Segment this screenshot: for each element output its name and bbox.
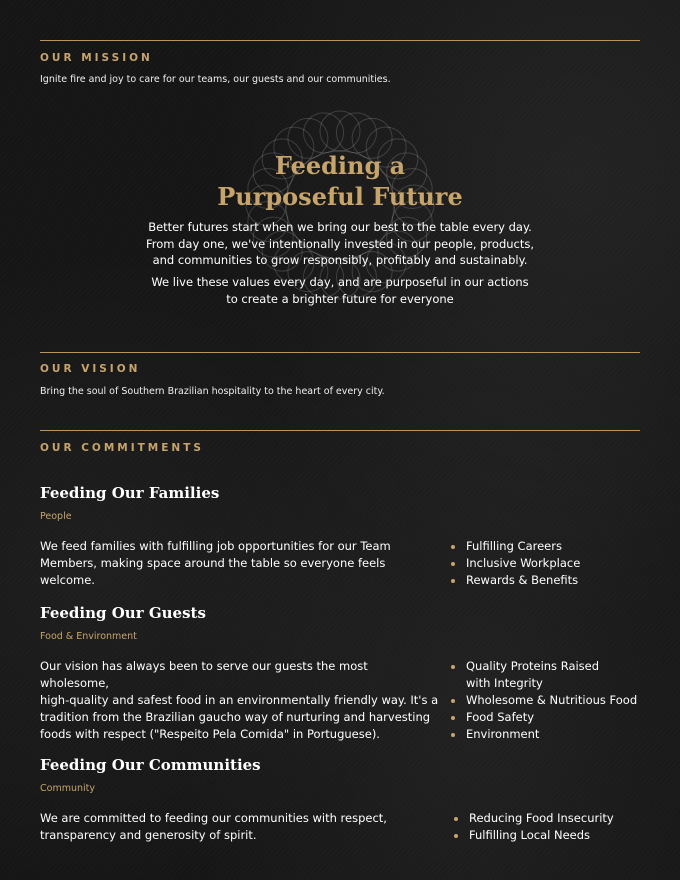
bullet-item [451, 572, 580, 589]
bullet-text: Quality Proteins Raised [466, 659, 600, 673]
mission-divider [40, 40, 640, 41]
bullet-dot-icon [451, 716, 455, 720]
hero-paragraph-1 [0, 219, 680, 269]
commitment-body-communities [40, 810, 440, 844]
body-line: We feed families with fulfilling job opportunities for our Team [40, 539, 391, 553]
bullet-item [454, 810, 614, 827]
bullet-dot-icon [454, 834, 458, 838]
bullet-text-continued: with Integrity [466, 676, 543, 690]
bullet-item [451, 692, 637, 709]
body-line: foods with respect ("Respeito Pela Comida" in Portuguese). [40, 727, 380, 741]
bullet-dot-icon [451, 665, 455, 669]
vision-text: Bring the soul of Southern Brazilian hospitality to the heart of every city. [40, 386, 385, 397]
bullet-dot-icon [451, 699, 455, 703]
bullet-item [451, 709, 637, 726]
bullet-item [454, 827, 614, 844]
commitment-body-families [40, 538, 440, 589]
bullet-dot-icon [451, 545, 455, 549]
hero-paragraph-2 [0, 274, 680, 307]
commitment-title-guests: Feeding Our Guests [40, 604, 206, 622]
body-line: transparency and generosity of spirit. [40, 828, 257, 842]
body-line: Our vision has always been to serve our guests the most wholesome, [40, 659, 368, 690]
hero-title [0, 150, 680, 212]
commitment-subtitle-communities: Community [40, 783, 95, 794]
commitments-label: OUR COMMITMENTS [40, 442, 204, 454]
commitment-title-families: Feeding Our Families [40, 484, 220, 502]
bullet-dot-icon [451, 562, 455, 566]
commitment-subtitle-families: People [40, 511, 72, 522]
bullet-dot-icon [451, 579, 455, 583]
hero-text-line: Better futures start when we bring our best to the table every day. [148, 220, 532, 234]
commitment-body-guests [40, 658, 440, 743]
body-line: Members, making space around the table so everyone feels welcome. [40, 556, 386, 587]
hero-text-line: From day one, we've intentionally invested in our people, products, [145, 236, 535, 251]
bullet-text: Rewards & Benefits [466, 573, 579, 587]
bullet-item [451, 555, 580, 572]
bullet-item [451, 658, 637, 692]
commitment-bullets-communities [454, 810, 614, 844]
mission-label: OUR MISSION [40, 52, 153, 64]
hero-text-line: and communities to grow responsibly, profitably and sustainably. [152, 253, 528, 267]
bullet-text: Food Safety [466, 710, 535, 724]
bullet-text: Fulfilling Careers [466, 539, 562, 553]
vision-label: OUR VISION [40, 363, 141, 375]
bullet-text: Inclusive Workplace [466, 556, 581, 570]
hero-text-line: We live these values every day, and are purposeful in our actions [151, 275, 529, 289]
bullet-item [451, 726, 637, 743]
commitment-bullets-families [451, 538, 580, 589]
commitment-bullets-guests [451, 658, 637, 743]
bullet-text: Wholesome & Nutritious Food [466, 693, 638, 707]
hero-title-line-1: Feeding a [274, 151, 406, 180]
commitments-divider [40, 430, 640, 431]
hero-text-line: to create a brighter future for everyone [226, 291, 454, 306]
body-line: high-quality and safest food in an environmentally friendly way. It's a [40, 693, 439, 707]
commitment-subtitle-guests: Food & Environment [40, 631, 137, 642]
bullet-text: Environment [466, 727, 540, 741]
bullet-item [451, 538, 580, 555]
mission-text: Ignite fire and joy to care for our teams, our guests and our communities. [40, 74, 391, 85]
bullet-dot-icon [454, 817, 458, 821]
commitment-title-communities: Feeding Our Communities [40, 756, 261, 774]
bullet-dot-icon [451, 733, 455, 737]
bullet-text: Fulfilling Local Needs [469, 828, 591, 842]
body-line: We are committed to feeding our communities with respect, [40, 811, 387, 825]
vision-divider [40, 352, 640, 353]
body-line: tradition from the Brazilian gaucho way of nurturing and harvesting [40, 710, 431, 724]
bullet-text: Reducing Food Insecurity [469, 811, 614, 825]
hero-title-line-2: Purposeful Future [217, 182, 463, 211]
